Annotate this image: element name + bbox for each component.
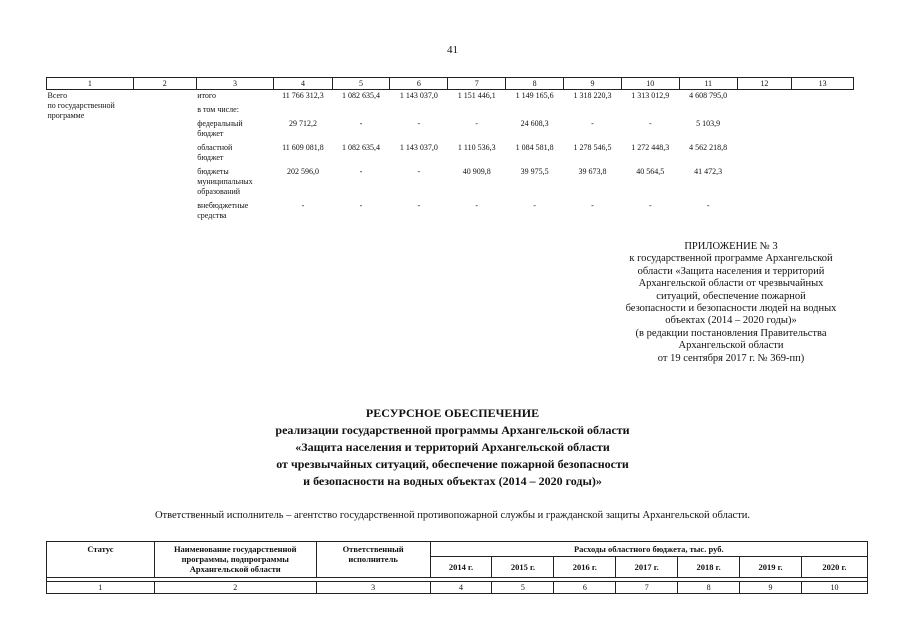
value-cell: 11 766 312,3 — [282, 91, 324, 100]
header-number: 6 — [390, 78, 448, 90]
resource-header-table — [46, 541, 868, 594]
value-cell — [506, 104, 564, 118]
index-number: 2 — [154, 582, 316, 594]
value-cell: - — [648, 201, 652, 210]
top-resource-table — [46, 77, 854, 224]
value-cell: - — [475, 119, 479, 128]
funding-source-label — [196, 142, 274, 166]
col-name-line: Архангельской области — [189, 564, 281, 574]
value-cell: - — [417, 167, 421, 176]
empty-cell — [737, 90, 792, 105]
value-cell: 1 313 012,9 — [631, 91, 670, 100]
appendix-line: области «Защита населения и территорий — [637, 265, 825, 277]
col-executor-header — [316, 542, 430, 578]
header-number: 7 — [448, 78, 506, 90]
value-cell: - — [591, 201, 594, 210]
value-cell: 41 472,3 — [694, 167, 723, 176]
value-cell: 1 084 581,8 — [515, 143, 554, 152]
index-number: 8 — [678, 582, 740, 594]
index-number: 7 — [616, 582, 678, 594]
appendix-line: безопасности и безопасности людей на водных — [625, 303, 837, 315]
index-number: 4 — [430, 582, 492, 594]
empty-cell — [792, 166, 854, 200]
label-line: бюджет — [197, 129, 224, 138]
header-number: 10 — [621, 78, 679, 90]
value-cell: 4 562 218,8 — [689, 143, 728, 152]
year-header: 2018 г. — [678, 557, 740, 578]
appendix-line: от 19 сентября 2017 г. № 369-пп) — [657, 352, 805, 364]
value-cell: 29 712,2 — [288, 119, 317, 128]
value-cell — [621, 104, 679, 118]
empty-cell — [737, 118, 792, 142]
label-line: образований — [197, 187, 241, 196]
empty-cell — [133, 90, 196, 225]
label-line: в том числе: — [197, 105, 239, 114]
title-line: «Защита населения и территорий Архангельской области — [295, 440, 610, 454]
value-cell: 1 278 546,5 — [573, 143, 612, 152]
value-cell: 11 609 081,8 — [282, 143, 324, 152]
label-line: средства — [197, 211, 227, 220]
value-cell: - — [417, 119, 421, 128]
value-cell — [332, 104, 390, 118]
col-name-header — [154, 542, 316, 578]
appendix-line: ПРИЛОЖЕНИЕ № 3 — [684, 241, 778, 252]
page-number: 41 — [447, 44, 458, 56]
header-number: 8 — [506, 78, 564, 90]
value-cell: - — [417, 201, 421, 210]
value-cell: 40 564,5 — [636, 167, 665, 176]
funding-source-label — [196, 166, 274, 200]
value-cell — [274, 104, 332, 118]
value-cell — [564, 104, 622, 118]
index-number: 10 — [801, 582, 867, 594]
year-header: 2016 г. — [554, 557, 616, 578]
year-header: 2015 г. — [492, 557, 554, 578]
label-line: бюджеты — [197, 167, 229, 176]
year-header: 2019 г. — [740, 557, 802, 578]
header-number: 2 — [133, 78, 196, 90]
header-number: 11 — [679, 78, 737, 90]
empty-cell — [737, 166, 792, 200]
index-number: 5 — [492, 582, 554, 594]
value-cell: - — [591, 119, 594, 128]
header-number: 12 — [737, 78, 792, 90]
title-line: реализации государственной программы Архангельской области — [275, 423, 630, 437]
label-line: муниципальных — [197, 177, 253, 186]
empty-cell — [792, 90, 854, 105]
value-cell: 1 151 446,1 — [457, 91, 496, 100]
title-line: РЕСУРСНОЕ ОБЕСПЕЧЕНИЕ — [365, 406, 540, 420]
value-cell: 1 082 635,4 — [342, 91, 380, 100]
responsible-executor: Ответственный исполнитель – агентство государственной противопожарной службы и гражданской защиты Архангельской области. — [154, 510, 751, 521]
index-number: 9 — [740, 582, 802, 594]
title-line: и безопасности на водных объектах (2014 – 2020 годы)» — [303, 474, 602, 488]
status-line: по государственной — [47, 101, 115, 110]
appendix-line: ситуаций, обеспечение пожарной — [656, 290, 806, 302]
value-cell: - — [706, 201, 710, 210]
value-cell: 1 149 165,6 — [515, 91, 554, 100]
value-cell: - — [359, 167, 363, 176]
value-cell — [448, 104, 506, 118]
value-cell: 1 082 635,4 — [342, 143, 380, 152]
status-line: программе — [47, 111, 85, 120]
value-cell: 1 143 037,0 — [399, 143, 438, 152]
col-name-line: Наименование государственной — [173, 544, 297, 554]
status-cell — [47, 90, 134, 225]
empty-cell — [792, 104, 854, 118]
appendix-note — [596, 241, 866, 365]
empty-cell — [737, 142, 792, 166]
label-line: бюджет — [197, 153, 224, 162]
value-cell: - — [533, 201, 536, 210]
funding-source-label — [196, 104, 274, 118]
empty-cell — [792, 200, 854, 224]
header-number: 5 — [332, 78, 390, 90]
value-cell: 40 909,8 — [462, 167, 491, 176]
appendix-line: Архангельской области — [678, 340, 784, 352]
year-header: 2020 г. — [801, 557, 867, 578]
appendix-line: (в редакции постановления Правительства — [635, 327, 827, 339]
value-cell: 1 110 536,3 — [457, 143, 496, 152]
title-line: от чрезвычайных ситуаций, обеспечение пожарной безопасности — [276, 457, 629, 471]
index-number: 1 — [47, 582, 155, 594]
empty-cell — [737, 104, 792, 118]
header-number: 4 — [274, 78, 332, 90]
value-cell: 1 143 037,0 — [399, 91, 438, 100]
year-header: 2017 г. — [616, 557, 678, 578]
empty-cell — [792, 142, 854, 166]
value-cell: 39 975,5 — [520, 167, 549, 176]
value-cell: 5 103,9 — [696, 119, 721, 128]
value-cell: 24 608,3 — [520, 119, 549, 128]
status-line: Всего — [47, 91, 68, 100]
label-line: итого — [197, 91, 217, 100]
value-cell: 1 318 220,3 — [573, 91, 612, 100]
year-header: 2014 г. — [430, 557, 492, 578]
col-exec-line: исполнитель — [348, 554, 398, 564]
index-number: 3 — [316, 582, 430, 594]
index-number: 6 — [554, 582, 616, 594]
col-exec-line: Ответственный — [342, 544, 404, 554]
appendix-line: к государственной программе Архангельской — [629, 253, 833, 265]
label-line: федеральный — [197, 119, 243, 128]
header-number-row — [47, 78, 854, 90]
header-number: 9 — [564, 78, 622, 90]
funding-source-label — [196, 90, 274, 105]
value-cell: 39 673,8 — [578, 167, 607, 176]
value-cell: - — [475, 201, 479, 210]
col-name-line: программы, подпрограммы — [181, 554, 289, 564]
value-cell: - — [648, 119, 652, 128]
value-cell: - — [359, 119, 363, 128]
document-title — [0, 405, 905, 490]
label-line: внебюджетные — [197, 201, 249, 210]
funding-source-label — [196, 200, 274, 224]
appendix-line: Архангельской области от чрезвычайных — [638, 278, 824, 290]
value-cell: - — [359, 201, 363, 210]
index-number-row — [47, 582, 868, 594]
value-cell — [679, 104, 737, 118]
header-number: 3 — [196, 78, 274, 90]
funding-source-label — [196, 118, 274, 142]
header-number: 13 — [792, 78, 854, 90]
value-cell: - — [301, 201, 305, 210]
empty-cell — [792, 118, 854, 142]
value-cell: 202 596,0 — [286, 167, 319, 176]
label-line: областной — [197, 143, 233, 152]
appendix-line: объектах (2014 – 2020 годы)» — [665, 315, 797, 327]
header-number: 1 — [47, 78, 134, 90]
col-expenses-header: Расходы областного бюджета, тыс. руб. — [430, 542, 867, 557]
value-cell: 4 608 795,0 — [689, 91, 728, 100]
value-cell: 1 272 448,3 — [631, 143, 670, 152]
value-cell — [390, 104, 448, 118]
table-row — [47, 90, 854, 105]
col-status-header: Статус — [47, 542, 155, 578]
empty-cell — [737, 200, 792, 224]
